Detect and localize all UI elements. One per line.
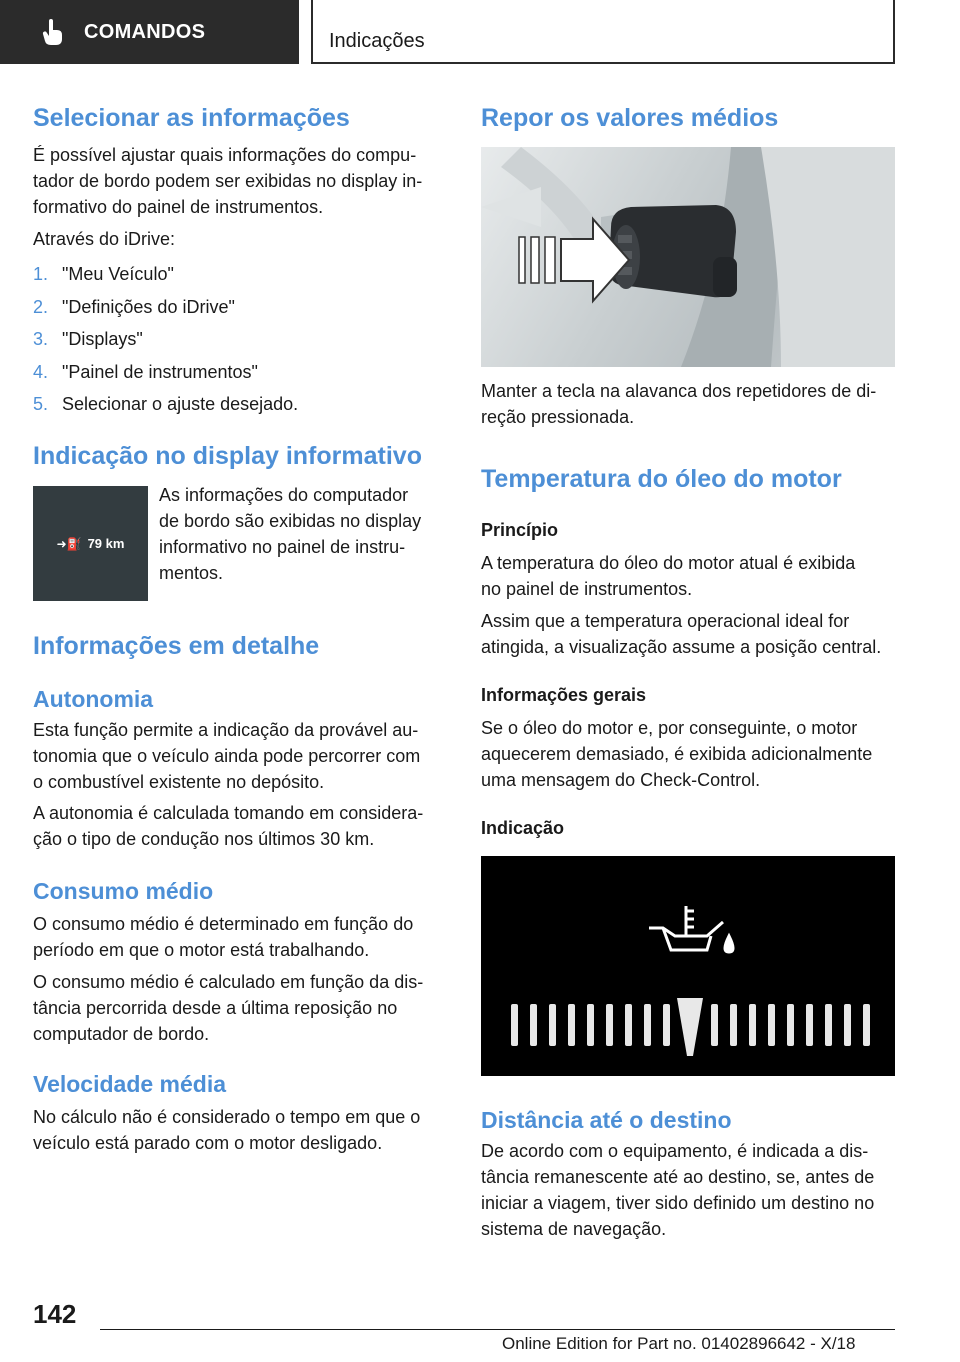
heading-repor: Repor os valores médios <box>481 104 779 132</box>
list-item: 1. "Meu Veículo" <box>33 264 174 284</box>
distancia-paragraph: De acordo com o equipamento, é indicada a dis- tância remanescente até ao destino, se, antes de iniciar a viagem, tiver sido definido um destino no sistema de navegação. <box>481 1141 875 1239</box>
edition-text: Online Edition for Part no. 01402896642 - X/18 <box>502 1334 856 1353</box>
heading-velocidade: Velocidade média <box>33 1071 227 1097</box>
heading-indicacao-display: Indicação no display informativo <box>33 442 422 470</box>
section-label: COMANDOS <box>84 20 206 43</box>
list-item: 5. Selecionar o ajuste desejado. <box>33 394 299 414</box>
pointing-hand-icon <box>42 19 64 45</box>
list-item: 2. "Definições do iDrive" <box>33 296 235 317</box>
indicacao-paragraph: As informações do computador de bordo são exibidas no display informativo no painel de instru- mentos. <box>159 485 422 583</box>
heading-detalhe: Informações em detalhe <box>33 632 320 660</box>
repor-caption: Manter a tecla na alavanca dos repetidores de di- reção pressionada. <box>481 381 877 427</box>
chapter-title: Indicações <box>311 0 895 64</box>
velocidade-paragraph: No cálculo não é considerado o tempo em que o veículo está parado com o motor desligado. <box>33 1107 421 1153</box>
heading-autonomia: Autonomia <box>33 686 154 712</box>
heading-principio: Princípio <box>481 520 559 540</box>
steps-list <box>33 261 298 424</box>
heading-consumo: Consumo médio <box>33 878 214 904</box>
consumo-paragraph-1: O consumo médio é determinado em função do período em que o motor está trabalhando. <box>33 914 414 960</box>
autonomia-paragraph-2: A autonomia é calculada tomando em considera- ção o tipo de condução nos últimos 30 km. <box>33 803 424 849</box>
temperature-scale <box>511 998 870 1056</box>
heading-informacoes-gerais: Informações gerais <box>481 685 647 705</box>
oil-temperature-icon <box>649 906 733 952</box>
autonomia-paragraph-1: Esta função permite a indicação da provável au- tonomia que o veículo ainda pode percorrer com o combustível existente no depósito. <box>33 720 421 792</box>
page-number: 142 <box>33 1299 77 1329</box>
range-arrow-icon: ➜⛽ <box>56 536 82 551</box>
principio-paragraph-1: A temperatura do óleo do motor atual é exibida no painel de instrumentos. <box>481 553 856 599</box>
section-tab <box>0 0 299 64</box>
principio-paragraph-2: Assim que a temperatura operacional ideal for atingida, a visualização assume a posição central. <box>481 611 882 657</box>
list-item: 3. "Displays" <box>33 329 143 349</box>
consumo-paragraph-2: O consumo médio é calculado em função da dis- tância percorrida desde a última reposição no computador de bordo. <box>33 972 424 1044</box>
heading-indicacao: Indicação <box>481 818 565 838</box>
idrive-intro: Através do iDrive: <box>33 229 176 249</box>
heading-selecionar: Selecionar as informações <box>33 104 350 132</box>
heading-temperatura-oleo: Temperatura do óleo do motor <box>481 465 842 493</box>
heading-distancia: Distância até o destino <box>481 1107 732 1133</box>
oil-temperature-gauge <box>481 856 895 1076</box>
list-item: 4. "Painel de instrumentos" <box>33 361 258 382</box>
stalk-button-photo <box>481 147 895 367</box>
footer-divider <box>100 1329 895 1330</box>
range-value: 79 km <box>87 536 125 551</box>
stalk-illustration <box>481 147 895 367</box>
gerais-paragraph: Se o óleo do motor e, por conseguinte, o motor aquecerem demasiado, é exibida adicionalmente uma mensagem do Check-Control. <box>481 718 873 790</box>
display-thumbnail <box>33 486 148 601</box>
selecionar-paragraph: É possível ajustar quais informações do compu- tador de bordo podem ser exibidas no display in- formativo do painel de instrumentos. <box>33 145 423 217</box>
